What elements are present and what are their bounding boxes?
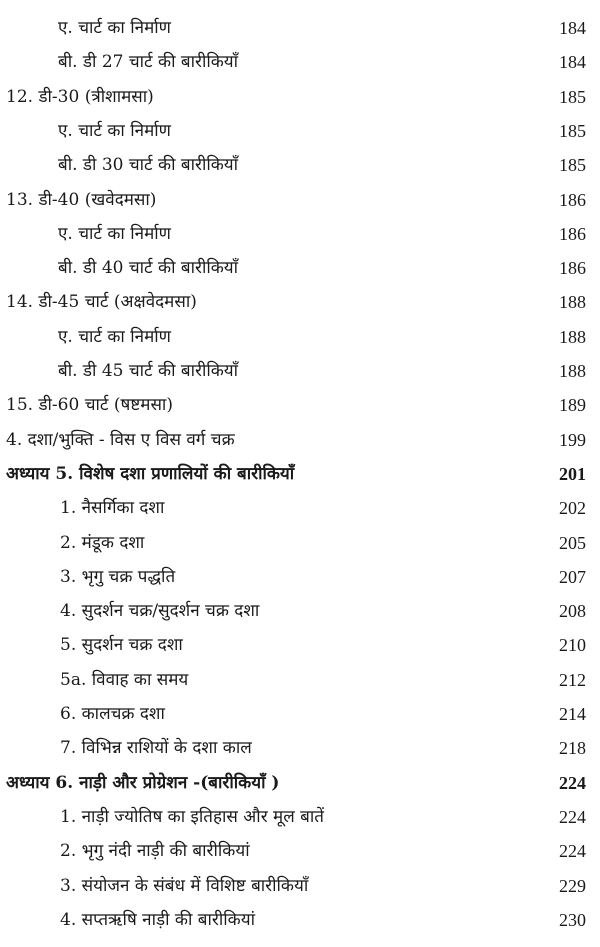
toc-entry-row xyxy=(0,148,600,182)
toc-entry-title: 4. सुदर्शन चक्र/सुदर्शन चक्र दशा xyxy=(60,601,260,622)
toc-page-number: 202 xyxy=(559,498,586,519)
toc-page-number: 186 xyxy=(559,258,586,279)
toc-page-number: 188 xyxy=(559,292,586,313)
toc-entry-title: ए. चार्ट का निर्माण xyxy=(58,120,171,141)
toc-entry-row xyxy=(0,285,600,319)
toc-page-number: 214 xyxy=(559,704,586,724)
toc-entry-title: 2. भृगु नंदी नाड़ी की बारीकियां xyxy=(60,841,250,862)
toc-page-number: 199 xyxy=(559,429,586,450)
toc-page-number: 188 xyxy=(559,326,586,347)
toc-page-number: 184 xyxy=(559,18,586,38)
toc-entry-title: 4. सप्तऋषि नाड़ी की बारीकियां xyxy=(60,909,255,930)
toc-entry-row xyxy=(0,354,600,388)
toc-entry-title: 15. डी-60 चार्ट (षष्टमसा) xyxy=(6,395,173,416)
toc-page-number: 224 xyxy=(559,841,586,862)
toc-entry-row xyxy=(0,388,600,422)
toc-entry-title: 1. नैसर्गिका दशा xyxy=(60,498,165,519)
toc-entry-title: अध्याय 6. नाड़ी और प्रोग्रेशन -(बारीकियाँ ) xyxy=(6,772,280,793)
toc-page-number: 189 xyxy=(559,395,586,416)
toc-entry-row xyxy=(0,903,600,937)
toc-entry-title: 14. डी-45 चार्ट (अक्षवेदमसा) xyxy=(6,292,197,313)
toc-entry-title: 2. मंडूक दशा xyxy=(60,532,145,553)
toc-page-number: 205 xyxy=(559,532,586,553)
toc-page-number: 224 xyxy=(559,806,586,827)
toc-entry-title: बी. डी 45 चार्ट की बारीकियाँ xyxy=(58,361,239,381)
toc-entry-row xyxy=(0,183,600,217)
toc-entry-title: ए. चार्ट का निर्माण xyxy=(58,18,171,38)
toc-page-number: 186 xyxy=(559,189,586,210)
toc-entry-row xyxy=(0,526,600,560)
toc-page-number: 186 xyxy=(559,223,586,244)
toc-entry-row xyxy=(0,114,600,148)
toc-entry-title: 5a. विवाह का समय xyxy=(60,669,189,690)
toc-entry-row xyxy=(0,217,600,251)
toc-entry-title: 3. भृगु चक्र पद्धति xyxy=(60,566,176,587)
toc-entry-title: बी. डी 27 चार्ट की बारीकियाँ xyxy=(58,52,239,73)
toc-page-number: 208 xyxy=(559,601,586,622)
toc-page-number: 185 xyxy=(559,155,586,176)
toc-page-number: 210 xyxy=(559,635,586,656)
toc-entry-row xyxy=(0,45,600,79)
toc-entry-title: 7. विभिन्न राशियों के दशा काल xyxy=(60,738,252,759)
toc-entry-title: 1. नाड़ी ज्योतिष का इतिहास और मूल बातें xyxy=(60,806,324,827)
toc-page-number: 188 xyxy=(559,361,586,381)
toc-entry-row xyxy=(0,869,600,903)
toc-entry-title: ए. चार्ट का निर्माण xyxy=(58,223,171,244)
toc-entry-row xyxy=(0,594,600,628)
toc-entry-title: बी. डी 40 चार्ट की बारीकियाँ xyxy=(58,258,239,279)
toc-entry-row xyxy=(0,628,600,662)
toc-entry-row xyxy=(0,80,600,114)
toc-entry-row xyxy=(0,697,600,731)
toc-page-number: 185 xyxy=(559,120,586,141)
toc-entry-row xyxy=(0,491,600,525)
toc-entry-row xyxy=(0,251,600,285)
toc-entry-row xyxy=(0,800,600,834)
toc-entry-row xyxy=(0,320,600,354)
toc-entry-title: बी. डी 30 चार्ट की बारीकियाँ xyxy=(58,155,239,176)
toc-entry-row xyxy=(0,11,600,45)
toc-page-number: 218 xyxy=(559,738,586,759)
toc-entry-title: 4. दशा/भुक्ति - विस ए विस वर्ग चक्र xyxy=(6,429,235,450)
toc-entry-row xyxy=(0,731,600,765)
toc-page-number: 184 xyxy=(559,52,586,73)
toc-page-number: 230 xyxy=(559,909,586,930)
toc-page-number: 212 xyxy=(559,669,586,690)
toc-chapter-row xyxy=(0,457,600,491)
toc-entry-row xyxy=(0,560,600,594)
toc-entry-title: ए. चार्ट का निर्माण xyxy=(58,326,171,347)
toc-entry-title: 5. सुदर्शन चक्र दशा xyxy=(60,635,183,656)
toc-page-number: 229 xyxy=(559,875,586,896)
toc-page-number: 207 xyxy=(559,566,586,587)
toc-chapter-row xyxy=(0,766,600,800)
toc-page-number: 224 xyxy=(559,772,586,793)
toc-entry-row xyxy=(0,663,600,697)
toc-entry-row xyxy=(0,423,600,457)
toc-entry-title: 13. डी-40 (खवेदमसा) xyxy=(6,189,157,210)
toc-entry-title: 12. डी-30 (त्रीशामसा) xyxy=(6,86,154,107)
toc-page-number: 185 xyxy=(559,86,586,107)
toc-entry-title: 3. संयोजन के संबंध में विशिष्ट बारीकियाँ xyxy=(60,875,309,896)
toc-page-number: 201 xyxy=(559,463,586,484)
toc-entry-title: 6. कालचक्र दशा xyxy=(60,704,165,724)
toc-entry-title: अध्याय 5. विशेष दशा प्रणालियों की बारीकियाँ xyxy=(6,463,295,484)
toc-entry-row xyxy=(0,834,600,868)
